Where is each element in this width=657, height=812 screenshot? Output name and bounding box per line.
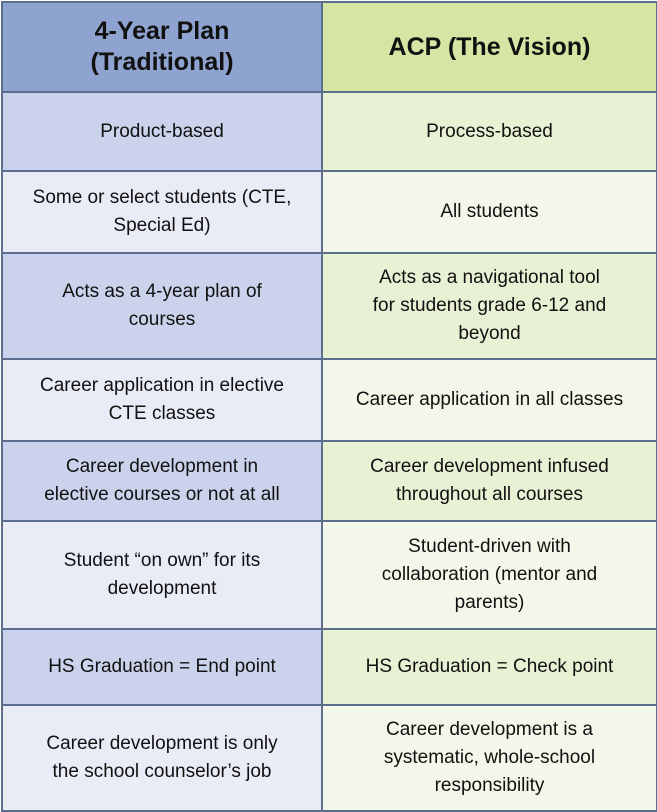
cell-line: Some or select students (CTE,: [32, 187, 292, 208]
cell-line: development: [107, 578, 217, 599]
table-row: [2, 705, 657, 811]
header-acp-vision: [322, 2, 657, 92]
header-line: ACP (The Vision): [388, 32, 591, 61]
vision-cell: [322, 253, 657, 359]
table-row: [2, 629, 657, 705]
traditional-cell: [2, 92, 322, 171]
cell-line: beyond: [458, 323, 521, 344]
cell-line: HS Graduation = End point: [48, 656, 276, 677]
header-4-year-plan: [2, 2, 322, 92]
cell-line: responsibility: [434, 775, 545, 796]
cell-line: CTE classes: [108, 403, 216, 424]
cell-line: Career development is a: [386, 719, 593, 740]
table-row: [2, 171, 657, 253]
cell-line: courses: [128, 309, 196, 330]
traditional-cell: [2, 253, 322, 359]
vision-cell: [322, 171, 657, 253]
cell-line: Career development in: [65, 456, 259, 477]
cell-line: throughout all courses: [396, 484, 583, 505]
table-row: [2, 359, 657, 441]
cell-line: Student “on own” for its: [63, 550, 261, 571]
cell-line: Career development infused: [370, 456, 609, 477]
cell-line: Special Ed): [113, 215, 211, 236]
traditional-cell: [2, 359, 322, 441]
cell-line: Product-based: [100, 120, 224, 142]
traditional-cell: [2, 171, 322, 253]
vision-cell: [322, 705, 657, 811]
vision-cell: [322, 629, 657, 705]
cell-line: elective courses or not at all: [44, 484, 280, 505]
traditional-cell: [2, 629, 322, 705]
cell-line: Acts as a 4-year plan of: [62, 281, 262, 302]
cell-line: HS Graduation = Check point: [365, 656, 614, 677]
vision-cell: [322, 92, 657, 171]
header-line: (Traditional): [90, 48, 234, 76]
cell-line: Career application in all classes: [355, 389, 624, 410]
cell-line: for students grade 6-12 and: [372, 295, 607, 316]
cell-line: systematic, whole-school: [383, 747, 596, 768]
table-row: [2, 253, 657, 359]
table-row: [2, 92, 657, 171]
vision-cell: [322, 521, 657, 629]
cell-line: parents): [454, 592, 525, 613]
cell-line: Student-driven with: [408, 536, 571, 557]
header-line: 4-Year Plan: [94, 17, 230, 45]
comparison-table: [1, 1, 657, 812]
vision-cell: [322, 441, 657, 521]
cell-line: All students: [440, 201, 539, 222]
cell-line: the school counselor’s job: [52, 761, 272, 782]
traditional-cell: [2, 521, 322, 629]
cell-line: Acts as a navigational tool: [379, 267, 600, 288]
traditional-cell: [2, 441, 322, 521]
traditional-cell: [2, 705, 322, 811]
cell-line: Career application in elective: [40, 375, 284, 396]
table-row: [2, 441, 657, 521]
cell-line: Process-based: [426, 120, 553, 142]
header-row: [2, 2, 657, 92]
cell-line: collaboration (mentor and: [381, 564, 598, 585]
table-row: [2, 521, 657, 629]
vision-cell: [322, 359, 657, 441]
cell-line: Career development is only: [46, 733, 278, 754]
